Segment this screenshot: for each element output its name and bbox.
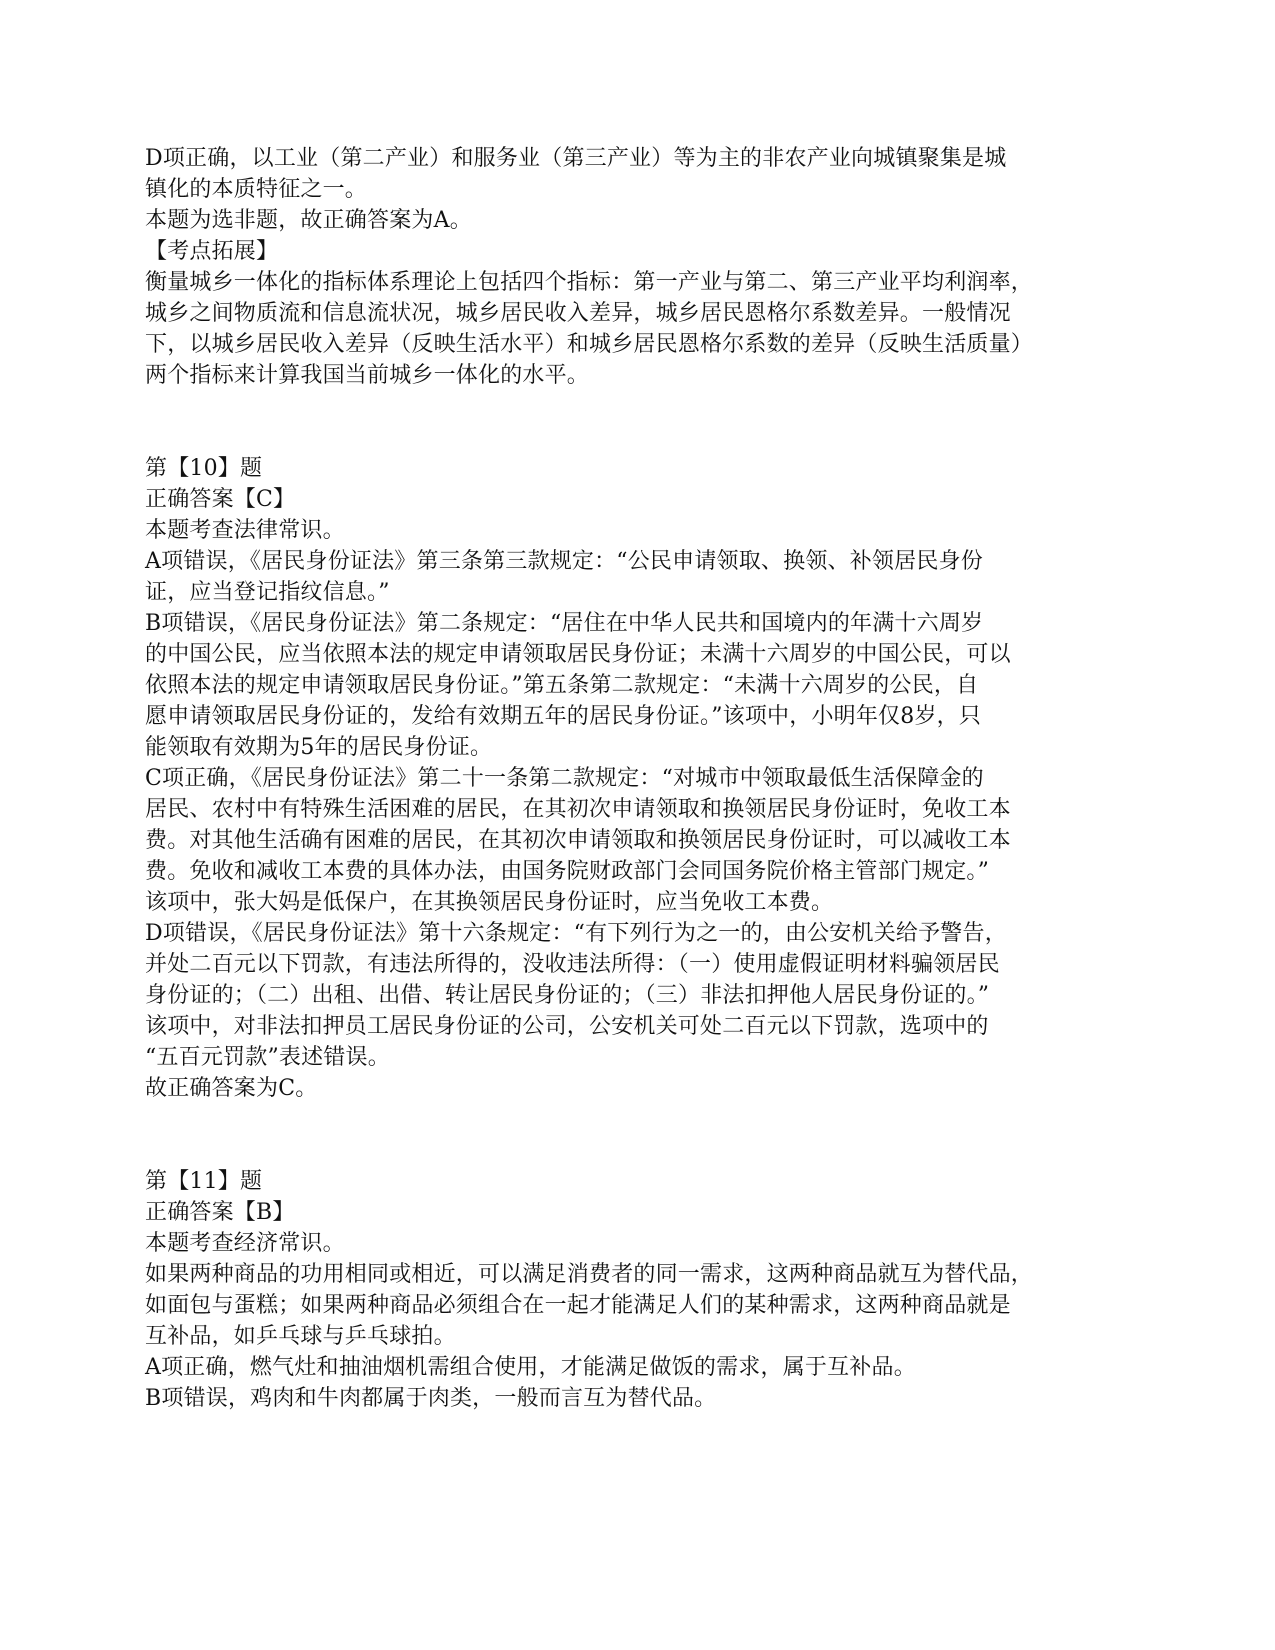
section-spacer	[145, 391, 1100, 453]
paragraph-line: 愿申请领取居民身份证的，发给有效期五年的居民身份证。”该项中，小明年仅8岁，只	[145, 704, 982, 729]
paragraph-line: 依照本法的规定申请领取居民身份证。”第五条第二款规定：“未满十六周岁的公民，自	[145, 673, 979, 698]
option-d-explanation: D项错误，《居民身份证法》第十六条规定：“有下列行为之一的，由公安机关给予警告，	[145, 921, 1007, 946]
paragraph-line: 费。对其他生活确有困难的居民，在其初次申请领取和换领居民身份证时，可以减收工本	[145, 828, 1011, 853]
topic-line: 本题考查法律常识。	[145, 518, 345, 543]
paragraph-line: 的中国公民，应当依照本法的规定申请领取居民身份证；未满十六周岁的中国公民，可以	[145, 642, 1011, 667]
paragraph-line: 证，应当登记指纹信息。”	[145, 580, 390, 605]
correct-answer: 正确答案【B】	[145, 1200, 295, 1225]
option-b-explanation: B项错误，鸡肉和牛肉都属于肉类，一般而言互为替代品。	[145, 1386, 717, 1411]
paragraph-line: 能领取有效期为5年的居民身份证。	[145, 735, 493, 760]
option-b-explanation: B项错误，《居民身份证法》第二条规定：“居住在中华人民共和国境内的年满十六周岁	[145, 611, 984, 636]
paragraph-line: 城乡之间物质流和信息流状况，城乡居民收入差异，城乡居民恩格尔系数差异。一般情况	[145, 301, 1011, 326]
option-c-explanation: C项正确，《居民身份证法》第二十一条第二款规定：“对城市中领取最低生活保障金的	[145, 766, 984, 791]
question-number: 第【11】题	[145, 1169, 263, 1194]
section-spacer	[145, 1104, 1100, 1166]
paragraph-line: 如面包与蛋糕；如果两种商品必须组合在一起才能满足人们的某种需求，这两种商品就是	[145, 1293, 1011, 1318]
paragraph-line: 镇化的本质特征之一。	[145, 177, 368, 202]
topic-line: 本题考查经济常识。	[145, 1231, 345, 1256]
paragraph-line: 并处二百元以下罚款，有违法所得的，没收违法所得：（一）使用虚假证明材料骗领居民	[145, 952, 1000, 977]
option-a-explanation: A项正确，燃气灶和抽油烟机需组合使用，才能满足做饭的需求，属于互补品。	[145, 1355, 916, 1380]
paragraph-line: 两个指标来计算我国当前城乡一体化的水平。	[145, 363, 590, 388]
document-page	[145, 143, 1100, 1414]
section-q10	[145, 453, 1100, 1104]
answer-statement: 故正确答案为C。	[145, 1076, 318, 1101]
correct-answer: 正确答案【C】	[145, 487, 296, 512]
paragraph-line: 下，以城乡居民收入差异（反映生活水平）和城乡居民恩格尔系数的差异（反映生活质量）	[145, 332, 1034, 357]
paragraph-line: D项正确，以工业（第二产业）和服务业（第三产业）等为主的非农产业向城镇聚集是城	[145, 146, 1007, 171]
paragraph-line: 该项中，张大妈是低保户，在其换领居民身份证时，应当免收工本费。	[145, 890, 834, 915]
section-q11	[145, 1166, 1100, 1414]
paragraph-line: 身份证的；（二）出租、出借、转让居民身份证的；（三）非法扣押他人居民身份证的。”	[145, 983, 990, 1008]
paragraph-line: 互补品，如乒乓球与乒乓球拍。	[145, 1324, 456, 1349]
paragraph-line: 费。免收和减收工本费的具体办法，由国务院财政部门会同国务院价格主管部门规定。”	[145, 859, 990, 884]
answer-statement: 本题为选非题，故正确答案为A。	[145, 208, 472, 233]
paragraph-line: 居民、农村中有特殊生活困难的居民，在其初次申请领取和换领居民身份证时，免收工本	[145, 797, 1011, 822]
paragraph-line: 如果两种商品的功用相同或相近，可以满足消费者的同一需求，这两种商品就互为替代品，	[145, 1262, 1034, 1287]
section-heading-extension: 【考点拓展】	[145, 239, 279, 264]
paragraph-line: 该项中，对非法扣押员工居民身份证的公司，公安机关可处二百元以下罚款，选项中的	[145, 1014, 989, 1039]
paragraph-line: “五百元罚款”表述错误。	[145, 1045, 390, 1070]
section-q9-tail	[145, 143, 1100, 391]
option-a-explanation: A项错误，《居民身份证法》第三条第三款规定：“公民申请领取、换领、补领居民身份	[145, 549, 983, 574]
question-number: 第【10】题	[145, 456, 263, 481]
paragraph-line: 衡量城乡一体化的指标体系理论上包括四个指标：第一产业与第二、第三产业平均利润率，	[145, 270, 1034, 295]
